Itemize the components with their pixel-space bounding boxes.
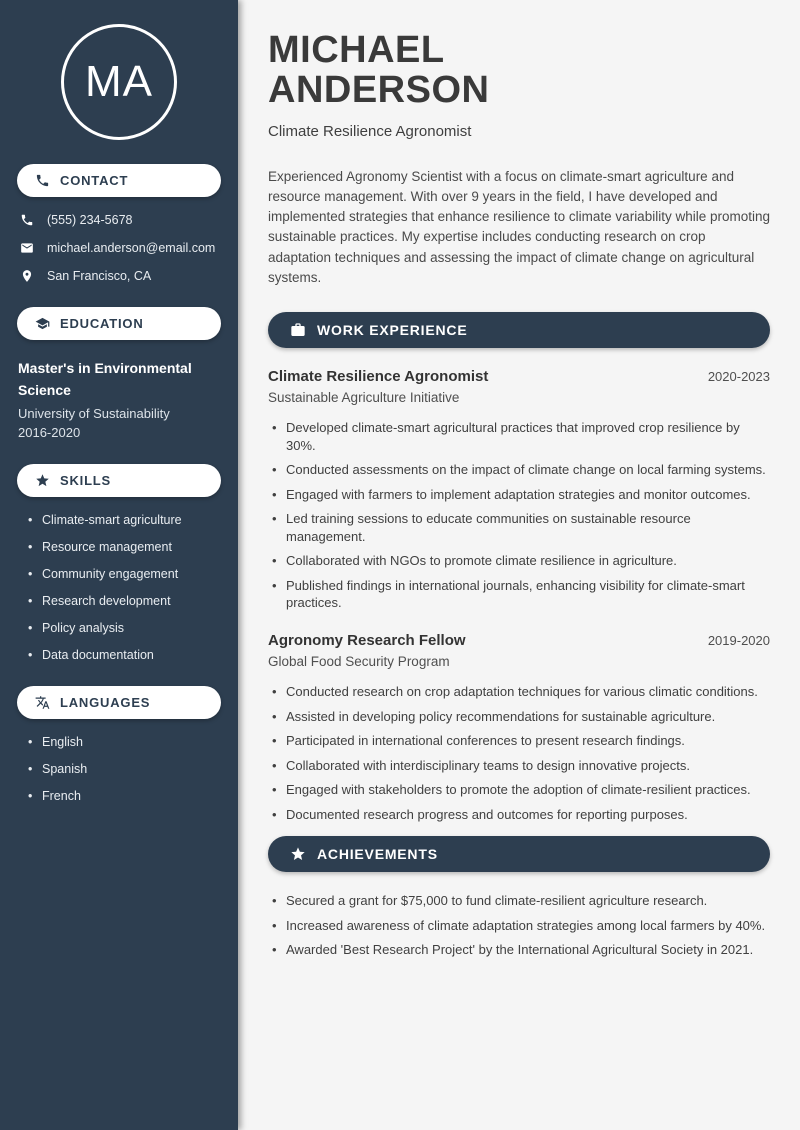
contact-location-value: San Francisco, CA bbox=[47, 269, 152, 283]
job-bullet: • Published findings in international journals, enhancing visibility for climate-smart practices. bbox=[268, 577, 770, 612]
education-section-header bbox=[17, 307, 221, 340]
job-bullet: • Engaged with stakeholders to promote the adoption of climate-resilient practices. bbox=[268, 781, 770, 799]
job-bullet-list bbox=[268, 419, 770, 612]
job-entry-company: Sustainable Agriculture Initiative bbox=[268, 390, 460, 406]
job-entry-dates: 2019-2020 bbox=[707, 632, 770, 648]
job-bullet: • Documented research progress and outcomes for reporting purposes. bbox=[268, 806, 770, 824]
skill-item: • Climate-smart agriculture bbox=[0, 513, 238, 527]
job-entry-company: Global Food Security Program bbox=[268, 653, 450, 669]
language-item: • Spanish bbox=[0, 762, 238, 776]
work-experience-section-header bbox=[268, 312, 770, 348]
job-header bbox=[268, 368, 770, 385]
job-bullet: • Led training sessions to educate communities on sustainable resource management. bbox=[268, 510, 770, 545]
email-icon bbox=[20, 241, 34, 255]
person-job-title: Climate Resilience Agronomist bbox=[268, 122, 472, 140]
avatar-initials: MA bbox=[85, 57, 153, 106]
skill-item: • Research development bbox=[0, 594, 238, 608]
avatar bbox=[61, 24, 177, 140]
achievements-list bbox=[268, 892, 770, 959]
job-entry bbox=[268, 632, 770, 823]
language-item: • French bbox=[0, 789, 238, 803]
education-section-label: EDUCATION bbox=[60, 316, 144, 331]
education-entry bbox=[0, 340, 238, 440]
translate-icon bbox=[35, 695, 50, 710]
skills-section-label: SKILLS bbox=[60, 473, 112, 489]
contact-section-label: CONTACT bbox=[60, 173, 129, 188]
person-name-line1: MICHAEL bbox=[268, 29, 445, 71]
achievement-item: • Secured a grant for $75,000 to fund climate-resilient agriculture research. bbox=[268, 892, 770, 910]
job-entry-title: Agronomy Research Fellow bbox=[268, 631, 466, 649]
phone-icon bbox=[20, 213, 34, 227]
job-bullet: • Conducted research on crop adaptation techniques for various climatic conditions. bbox=[268, 683, 770, 701]
job-entry-dates: 2020-2023 bbox=[707, 369, 770, 385]
job-bullet: • Participated in international conferences to present research findings. bbox=[268, 732, 770, 750]
skills-section-header bbox=[17, 464, 221, 497]
contact-phone-value: (555) 234-5678 bbox=[47, 213, 133, 227]
contact-item-email bbox=[0, 241, 238, 255]
achievement-item: • Increased awareness of climate adaptation strategies among local farmers by 40%. bbox=[268, 917, 770, 935]
contact-item-phone bbox=[0, 213, 238, 227]
job-bullet: • Assisted in developing policy recommendations for sustainable agriculture. bbox=[268, 708, 770, 726]
sidebar bbox=[0, 0, 238, 1130]
star-icon bbox=[290, 846, 306, 862]
language-item: • English bbox=[0, 735, 238, 749]
job-bullet: • Developed climate-smart agricultural practices that improved crop resilience by 30%. bbox=[268, 419, 770, 454]
job-bullet: • Engaged with farmers to implement adaptation strategies and monitor outcomes. bbox=[268, 486, 770, 504]
skill-item: • Resource management bbox=[0, 540, 238, 554]
main-content bbox=[238, 0, 800, 1130]
job-entry bbox=[268, 368, 770, 612]
graduation-cap-icon bbox=[35, 316, 50, 331]
languages-section-header bbox=[17, 686, 221, 719]
job-entry-title: Climate Resilience Agronomist bbox=[268, 368, 489, 386]
job-bullet: • Conducted assessments on the impact of climate change on local farming systems. bbox=[268, 461, 770, 479]
location-icon bbox=[20, 269, 34, 283]
professional-summary: Experienced Agronomy Scientist with a focus on climate-smart agriculture and resource management. With over 9 years in the field, I have developed and implemented strategies that enhance resilience to climate variability while promoting sustainable practices. My expertise includes conducting research on crop adaptation techniques and assessing the impact of climate change on agricultural systems. bbox=[268, 168, 770, 285]
person-name bbox=[268, 30, 770, 111]
languages-list bbox=[0, 735, 238, 803]
achievements-section-header bbox=[268, 836, 770, 872]
skills-list bbox=[0, 513, 238, 662]
skill-item: • Community engagement bbox=[0, 567, 238, 581]
work-experience-section-label: WORK EXPERIENCE bbox=[317, 322, 468, 339]
star-icon bbox=[35, 473, 50, 488]
education-years: 2016-2020 bbox=[18, 425, 81, 441]
contact-email-value: michael.anderson@email.com bbox=[47, 241, 216, 255]
briefcase-icon bbox=[290, 322, 306, 338]
achievements-section-label: ACHIEVEMENTS bbox=[317, 846, 438, 863]
job-bullet: • Collaborated with NGOs to promote climate resilience in agriculture. bbox=[268, 552, 770, 570]
contact-list bbox=[0, 213, 238, 283]
job-bullet-list bbox=[268, 683, 770, 823]
skill-item: • Data documentation bbox=[0, 648, 238, 662]
languages-section-label: LANGUAGES bbox=[60, 695, 151, 711]
job-header bbox=[268, 632, 770, 649]
contact-section-header bbox=[17, 164, 221, 197]
skill-item: • Policy analysis bbox=[0, 621, 238, 635]
job-bullet: • Collaborated with interdisciplinary teams to design innovative projects. bbox=[268, 757, 770, 775]
education-degree: Master's in Environmental Science bbox=[18, 360, 192, 398]
phone-icon bbox=[35, 173, 50, 188]
achievement-item: • Awarded 'Best Research Project' by the International Agricultural Society in 2021. bbox=[268, 941, 770, 959]
contact-item-location bbox=[0, 269, 238, 283]
education-school: University of Sustainability bbox=[18, 406, 170, 422]
person-name-line2: ANDERSON bbox=[268, 69, 490, 112]
